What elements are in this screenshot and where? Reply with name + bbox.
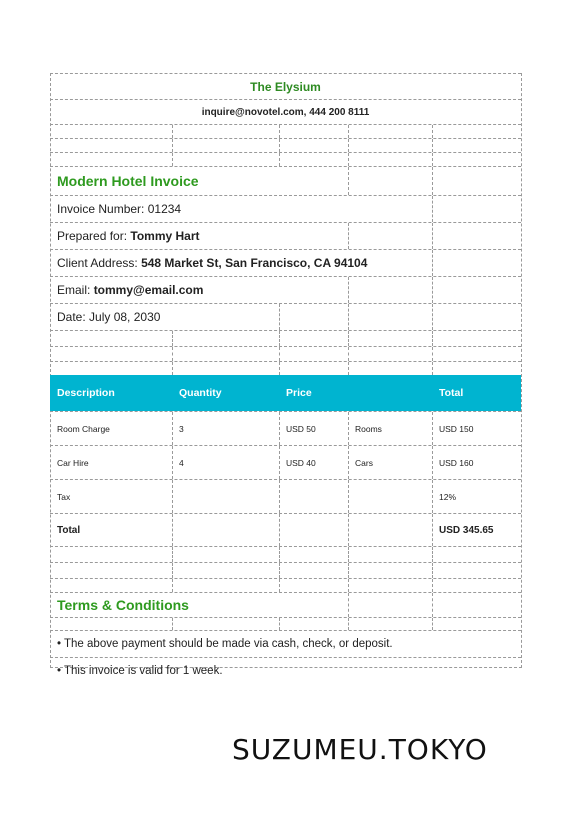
row-description: Car Hire (57, 457, 89, 468)
invoice-number-row (50, 195, 521, 222)
terms-item-row (50, 630, 521, 657)
header-quantity: Quantity (179, 387, 222, 399)
blank-row (50, 124, 521, 138)
prepared-for-value: Tommy Hart (130, 229, 200, 243)
brand-logo: SUZUMEU.TOKYO (232, 733, 488, 766)
date-value: July 08, 2030 (89, 310, 161, 324)
header-price: Price (286, 387, 312, 399)
hotel-name-row (50, 73, 521, 99)
total-value: USD 345.65 (439, 524, 494, 536)
client-address-label: Client Address: (57, 256, 138, 270)
prepared-for-row (50, 222, 521, 249)
header-description: Description (57, 387, 115, 399)
row-unit: Cars (355, 457, 373, 468)
table-row (50, 411, 521, 445)
prepared-for-label: Prepared for: (57, 229, 128, 243)
hotel-contact: inquire@novotel.com, 444 200 8111 (201, 106, 370, 118)
blank-row (50, 330, 521, 346)
header-unit (348, 375, 432, 411)
terms-title: Terms & Conditions (57, 597, 189, 613)
row-total: USD 150 (439, 423, 474, 434)
row-quantity: 3 (179, 423, 184, 434)
row-total: 12% (439, 491, 457, 502)
invoice-number-value: 01234 (147, 202, 182, 216)
blank-row (50, 562, 521, 578)
invoice-sheet (50, 73, 521, 683)
table-row (50, 479, 521, 513)
row-unit: Rooms (355, 423, 382, 434)
row-quantity: 4 (179, 457, 184, 468)
table-row (50, 445, 521, 479)
row-price: USD 50 (286, 423, 316, 434)
date-label: Date: (57, 310, 86, 324)
table-header (50, 375, 521, 411)
email-value: tommy@email.com (93, 283, 204, 297)
terms-item: • This invoice is valid for 1 week. (57, 664, 223, 677)
client-email (50, 277, 203, 303)
row-price: USD 40 (286, 457, 316, 468)
prepared-for (50, 223, 200, 249)
invoice-title: Modern Hotel Invoice (57, 173, 199, 189)
blank-row (50, 578, 521, 592)
invoice-number (50, 196, 181, 222)
terms-item-row (50, 657, 521, 683)
invoice-date (50, 304, 160, 330)
terms-item: • The above payment should be made via cash, check, or deposit. (57, 638, 393, 650)
blank-row (50, 361, 521, 375)
email-label: Email: (57, 283, 91, 297)
invoice-title-row (50, 166, 521, 195)
header-total: Total (439, 387, 464, 399)
client-address (50, 250, 367, 276)
date-row (50, 303, 521, 330)
client-address-row (50, 249, 521, 276)
row-description: Tax (57, 491, 71, 502)
blank-row (50, 138, 521, 152)
row-total: USD 160 (439, 457, 474, 468)
blank-row (50, 546, 521, 562)
email-row (50, 276, 521, 303)
invoice-number-label: Invoice Number: (57, 202, 145, 216)
client-address-value: 548 Market St, San Francisco, CA 94104 (141, 256, 368, 270)
row-description: Room Charge (57, 423, 110, 434)
hotel-name: The Elysium (250, 79, 321, 94)
blank-row (50, 617, 521, 630)
contact-row (50, 99, 521, 124)
table-total-row (50, 513, 521, 546)
total-label: Total (57, 524, 81, 536)
terms-title-row (50, 592, 521, 617)
blank-row (50, 346, 521, 361)
blank-row (50, 152, 521, 166)
